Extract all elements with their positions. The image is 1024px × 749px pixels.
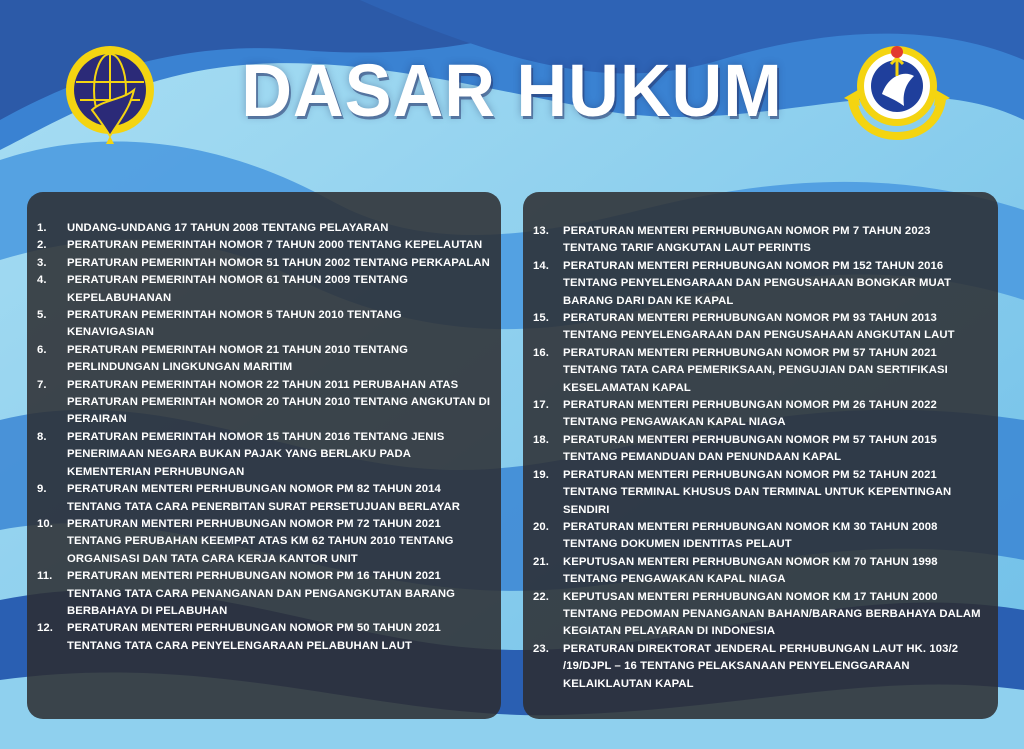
legal-basis-list-right — [533, 223, 988, 693]
list-item-number: 2. — [37, 239, 47, 252]
legal-basis-panel-right — [523, 192, 998, 719]
list-item-number: 10. — [37, 517, 54, 530]
list-item-text: KEPUTUSAN MENTERI PERHUBUNGAN NOMOR KM 70 TAHUN 1998 TENTANG PENGAWAKAN KAPAL NIAGA — [563, 555, 938, 586]
list-item — [37, 255, 491, 272]
list-item-number: 12. — [37, 622, 54, 635]
list-item — [533, 397, 988, 432]
list-item-text: PERATURAN PEMERINTAH NOMOR 7 TAHUN 2000 TENTANG KEPELAUTAN — [67, 239, 483, 252]
list-item — [37, 481, 491, 516]
list-item — [37, 429, 491, 481]
list-item-number: 7. — [37, 378, 47, 391]
list-item-number: 8. — [37, 430, 47, 443]
list-item — [533, 310, 988, 345]
list-item-text: KEPUTUSAN MENTERI PERHUBUNGAN NOMOR KM 17 TAHUN 2000 TENTANG PEDOMAN PENANGANAN BAHAN/BARANG BERBAHAYA DALAM KEGIATAN PELAYARAN DI INDONESIA — [563, 590, 981, 638]
list-item-text: PERATURAN PEMERINTAH NOMOR 51 TAHUN 2002 TENTANG PERKAPALAN — [67, 256, 490, 269]
list-item-number: 6. — [37, 343, 47, 356]
list-item — [37, 516, 491, 568]
list-item — [533, 589, 988, 641]
list-item-text: PERATURAN PEMERINTAH NOMOR 61 TAHUN 2009 TENTANG KEPELABUHANAN — [67, 274, 409, 304]
list-item-number: 23. — [533, 642, 550, 655]
list-item-text: PERATURAN MENTERI PERHUBUNGAN NOMOR KM 30 TAHUN 2008 TENTANG DOKUMEN IDENTITAS PELAUT — [563, 520, 938, 551]
list-item-number: 15. — [533, 312, 550, 325]
list-item-number: 21. — [533, 555, 550, 568]
list-item-number: 11. — [37, 570, 53, 583]
list-item-number: 5. — [37, 309, 47, 322]
list-item-text: PERATURAN DIREKTORAT JENDERAL PERHUBUNGAN LAUT HK. 103/2 /19/DJPL – 16 TENTANG PELAKSANAAN PENYELENGGARAAN KELAIKLAUTAN KAPAL — [563, 642, 959, 690]
list-item-text: PERATURAN MENTERI PERHUBUNGAN NOMOR PM 57 TAHUN 2015 TENTANG PEMANDUAN DAN PENUNDAAN KAPAL — [563, 433, 937, 464]
list-item-number: 3. — [37, 256, 47, 269]
list-item-number: 9. — [37, 483, 47, 496]
list-item-text: PERATURAN MENTERI PERHUBUNGAN NOMOR PM 152 TAHUN 2016 TENTANG PENYELENGARAAN DAN PENGUSAHAAN BONGKAR MUAT BARANG DARI DAN KE KAPAL — [563, 259, 952, 307]
list-item-number: 17. — [533, 399, 550, 412]
list-item — [533, 554, 988, 589]
list-item-text: PERATURAN PEMERINTAH NOMOR 15 TAHUN 2016 TENTANG JENIS PENERIMAAN NEGARA BUKAN PAJAK YANG BERLAKU PADA KEMENTERIAN PERHUBUNGAN — [67, 430, 445, 478]
list-item-number: 14. — [533, 259, 550, 272]
list-item — [533, 345, 988, 397]
list-item — [37, 272, 491, 307]
list-item — [37, 220, 491, 237]
list-item-text: PERATURAN MENTERI PERHUBUNGAN NOMOR PM 26 TAHUN 2022 TENTANG PENGAWAKAN KAPAL NIAGA — [563, 399, 937, 429]
list-item — [37, 307, 491, 342]
list-item — [533, 223, 988, 258]
list-item-text: PERATURAN MENTERI PERHUBUNGAN NOMOR PM 16 TAHUN 2021 TENTANG TATA CARA PENANGANAN DAN PENGANGKUTAN BARANG BERBAHAYA DI PELABUHAN — [67, 570, 456, 617]
list-item — [533, 467, 988, 519]
list-item-text: PERATURAN MENTERI PERHUBUNGAN NOMOR PM 50 TAHUN 2021 TENTANG TATA CARA PENYELENGARAAN PELABUHAN LAUT — [67, 622, 441, 652]
list-item-text: PERATURAN PEMERINTAH NOMOR 22 TAHUN 2011 PERUBAHAN ATAS PERATURAN PEMERINTAH NOMOR 20 TAHUN 2010 TENTANG ANGKUTAN DI PERAIRAN — [67, 378, 491, 426]
list-item — [533, 519, 988, 554]
list-item — [37, 342, 491, 377]
list-item-text: PERATURAN MENTERI PERHUBUNGAN NOMOR PM 93 TAHUN 2013 TENTANG PENYELENGARAAN DAN PENGUSAHAAN ANGKUTAN LAUT — [563, 312, 955, 342]
list-item-number: 16. — [533, 346, 550, 359]
list-item — [37, 568, 491, 620]
list-item-text: PERATURAN MENTERI PERHUBUNGAN NOMOR PM 7 TAHUN 2023 TENTANG TARIF ANGKUTAN LAUT PERINTIS — [563, 225, 931, 255]
list-item-text: PERATURAN MENTERI PERHUBUNGAN NOMOR PM 72 TAHUN 2021 TENTANG PERUBAHAN KEEMPAT ATAS KM 62 TAHUN 2010 TENTANG ORGANISASI DAN TATA CARA KERJA KANTOR UNIT — [67, 517, 454, 565]
list-item-number: 18. — [533, 433, 550, 446]
list-item — [37, 237, 491, 254]
list-item-number: 20. — [533, 520, 550, 533]
list-item — [533, 641, 988, 693]
list-item-number: 22. — [533, 590, 550, 603]
list-item — [37, 620, 491, 655]
page-title: DASAR HUKUM — [241, 49, 783, 132]
list-item-number: 13. — [533, 225, 550, 237]
list-item — [533, 432, 988, 467]
list-item — [533, 258, 988, 310]
list-item-text: UNDANG-UNDANG 17 TAHUN 2008 TENTANG PELAYARAN — [67, 222, 389, 234]
list-item-text: PERATURAN MENTERI PERHUBUNGAN NOMOR PM 57 TAHUN 2021 TENTANG TATA CARA PEMERIKSAAN, PENGUJIAN DAN SERTIFIKASI KESELAMATAN KAPAL — [563, 346, 948, 394]
list-item-text: PERATURAN MENTERI PERHUBUNGAN NOMOR PM 82 TAHUN 2014 TENTANG TATA CARA PENERBITAN SURAT PERSETUJUAN BERLAYAR — [67, 483, 460, 513]
legal-basis-panel-left — [27, 192, 501, 719]
list-item-text: PERATURAN PEMERINTAH NOMOR 5 TAHUN 2010 TENTANG KENAVIGASIAN — [67, 309, 402, 339]
list-item-number: 1. — [37, 222, 47, 234]
list-item-number: 19. — [533, 468, 550, 481]
list-item — [37, 377, 491, 429]
legal-basis-list-left — [37, 220, 491, 655]
list-item-number: 4. — [37, 274, 47, 287]
list-item-text: PERATURAN PEMERINTAH NOMOR 21 TAHUN 2010 TENTANG PERLINDUNGAN LINGKUNGAN MARITIM — [67, 343, 409, 374]
list-item-text: PERATURAN MENTERI PERHUBUNGAN NOMOR PM 52 TAHUN 2021 TENTANG TERMINAL KHUSUS DAN TERMINAL UNTUK KEPENTINGAN SENDIRI — [563, 468, 952, 516]
